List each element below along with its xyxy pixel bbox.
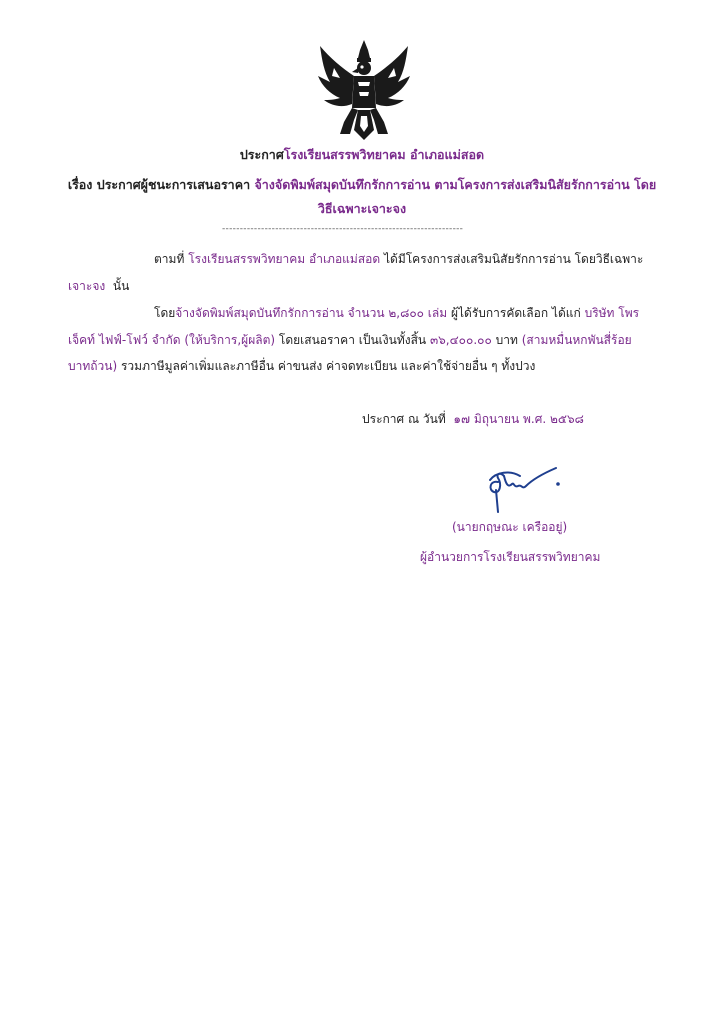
- paragraph-1-line-2: [68, 277, 129, 296]
- garuda-emblem-icon: [314, 38, 414, 142]
- p2-company-name-continued: เจ็คท์ ไฟฟ์-โฟว์ จำกัด (ให้บริการ,ผู้ผลิต): [68, 333, 276, 347]
- date-label: ประกาศ ณ วันที่: [362, 412, 446, 426]
- subject-text: จ้างจัดพิมพ์สมุดบันทึกรักการอ่าน ตามโครงการส่งเสริมนิสัยรักการอ่าน โดย: [254, 177, 657, 192]
- p2-text-d: รวมภาษีมูลค่าเพิ่มและภาษีอื่น ค่าขนส่ง ค่าจดทะเบียน และค่าใช้จ่ายอื่น ๆ ทั้งปวง: [120, 359, 536, 373]
- section-divider: --------------------------------------------------------------------: [222, 224, 464, 234]
- announcement-date: [362, 410, 584, 429]
- subject-line: [0, 175, 724, 195]
- title-school-name: โรงเรียนสรรพวิทยาคม อำเภอแม่สอด: [283, 147, 485, 162]
- p1-school-name: โรงเรียนสรรพวิทยาคม อำเภอแม่สอด: [188, 252, 381, 266]
- paragraph-2-line-1: [154, 304, 639, 323]
- signer-name: (นายกฤษณะ เครืออยู่): [452, 520, 568, 534]
- p2-text-c: โดยเสนอราคา เป็นเงินทั้งสิ้น: [278, 333, 427, 347]
- date-value: ๑๗ มิถุนายน พ.ศ. ๒๕๖๘: [453, 412, 584, 426]
- p1-text-c-purple: เจาะจง: [68, 279, 106, 293]
- p2-text-b: ผู้ได้รับการคัดเลือก ได้แก่: [450, 306, 581, 320]
- p1-text-c-rest: นั้น: [112, 279, 130, 293]
- paragraph-1-line-1: [154, 250, 643, 269]
- announcement-title: [0, 145, 724, 165]
- paragraph-2-line-3: [68, 357, 535, 376]
- p2-amount: ๓๖,๔๐๐.๐๐: [429, 333, 492, 347]
- p1-text-b: ได้มีโครงการส่งเสริมนิสัยรักการอ่าน โดยวิธีเฉพาะ: [383, 252, 644, 266]
- p2-text-a: โดย: [154, 306, 176, 320]
- p1-text-a: ตามที่: [154, 252, 185, 266]
- paragraph-2-line-2: [68, 331, 632, 350]
- p2-procurement-item: จ้างจัดพิมพ์สมุดบันทึกรักการอ่าน จำนวน ๒,๘๐๐ เล่ม: [175, 306, 448, 320]
- subject-label: เรื่อง ประกาศผู้ชนะการเสนอราคา: [67, 177, 251, 192]
- title-prefix: ประกาศ: [239, 147, 284, 162]
- handwritten-signature: [480, 460, 564, 514]
- signer-position: ผู้อำนวยการโรงเรียนสรรพวิทยาคม: [420, 550, 601, 564]
- subject-line-continued: วิธีเฉพาะเจาะจง: [317, 201, 407, 216]
- p2-company-name: บริษัท โพร: [584, 306, 640, 320]
- p2-amount-words: (สามหมื่นหกพันสี่ร้อย: [521, 333, 632, 347]
- p2-baht: บาท: [495, 333, 518, 347]
- p2-amount-words-continued: บาทถ้วน): [68, 359, 118, 373]
